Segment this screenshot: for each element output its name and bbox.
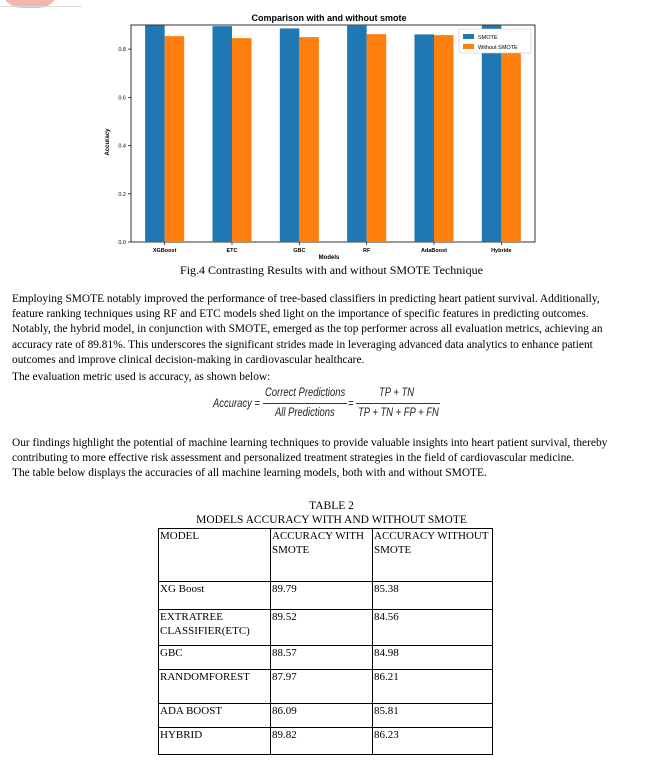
formula-lhs: Accuracy = xyxy=(213,398,260,410)
x-tick-label: XGBoost xyxy=(152,248,177,254)
no-smote-cell: 85.81 xyxy=(373,704,493,728)
smote-cell: 88.57 xyxy=(271,646,373,670)
y-tick-label: 0.8 xyxy=(118,47,126,54)
x-tick-label: Hybride xyxy=(491,248,512,254)
formula-numerator-symbols: TP + TN xyxy=(379,387,415,399)
table-row xyxy=(159,728,493,755)
formula-equals: = xyxy=(348,398,354,410)
paragraph-line: accuracy rate of 89.81%. This underscores the significant strides made in leveraging advanced data analytics to enhance patient xyxy=(12,338,593,351)
formula-denominator-words: All Predictions xyxy=(275,407,335,419)
smote-cell: 86.09 xyxy=(271,704,373,728)
no-smote-cell: 84.98 xyxy=(373,646,493,670)
bar-smote xyxy=(145,26,165,242)
no-smote-cell: 86.21 xyxy=(373,670,493,704)
bar-without-smote xyxy=(299,37,319,242)
bar-without-smote xyxy=(232,38,252,242)
bar-without-smote xyxy=(501,34,521,242)
accuracy-bar-chart xyxy=(95,8,545,260)
figure-caption: Fig.4 Contrasting Results with and without SMOTE Technique xyxy=(180,263,483,277)
legend-label: Without SMOTE xyxy=(478,45,518,51)
model-cell: ADA BOOST xyxy=(159,704,271,728)
table-row xyxy=(159,610,493,646)
model-cell: EXTRATREE CLASSIFIER(ETC) xyxy=(159,610,271,646)
x-tick-label: AdaBoost xyxy=(421,248,447,254)
x-tick-label: ETC xyxy=(226,248,238,254)
table-row xyxy=(159,670,493,704)
x-tick-label: RF xyxy=(362,248,371,254)
accuracy-formula xyxy=(213,385,453,425)
smote-cell: 89.79 xyxy=(271,582,373,610)
model-cell: HYBRID xyxy=(159,728,271,755)
table-row xyxy=(159,704,493,728)
bar-without-smote xyxy=(367,34,387,242)
paragraph-line: Employing SMOTE notably improved the performance of tree-based classifiers in predicting heart patient survival. Additionally, xyxy=(12,293,600,305)
bar-smote xyxy=(414,34,434,242)
bar-smote xyxy=(347,25,367,242)
header-cell: ACCURACY WITH SMOTE xyxy=(271,529,373,582)
chart-title: Comparison with and without smote xyxy=(251,13,407,23)
formula-denominator-symbols: TP + TN + FP + FN xyxy=(358,407,439,419)
legend-swatch xyxy=(463,44,474,49)
fraction-bar xyxy=(356,403,440,404)
header-rule xyxy=(0,6,82,7)
legend-label: SMOTE xyxy=(478,35,498,41)
bar-without-smote xyxy=(165,36,185,242)
paragraph-line: Notably, the hybrid model, in conjunction with SMOTE, emerged as the top performer across all evaluation metrics, achieving an xyxy=(12,323,603,336)
table-row xyxy=(159,582,493,610)
findings-paragraph xyxy=(12,436,634,466)
y-tick-label: 0.0 xyxy=(118,240,126,246)
header-cell: MODEL xyxy=(159,529,271,582)
no-smote-cell: 85.38 xyxy=(373,582,493,610)
y-tick-label: 0.6 xyxy=(118,95,126,102)
no-smote-cell: 84.56 xyxy=(373,610,493,646)
no-smote-cell: 86.23 xyxy=(373,728,493,755)
y-tick-label: 0.4 xyxy=(118,143,126,150)
model-cell: GBC xyxy=(159,646,271,670)
legend-swatch xyxy=(463,34,474,39)
smote-cell: 89.82 xyxy=(271,728,373,755)
paragraph-line: contributing to more effective risk assessment and personalized treatment strategies in the field of cardiovascular medicine. xyxy=(12,452,575,465)
paragraph-line: Our findings highlight the potential of machine learning techniques to provide valuable insights into heart patient survival, thereby xyxy=(12,437,608,449)
accuracy-table xyxy=(158,528,493,755)
y-tick-label: 0.2 xyxy=(118,191,126,198)
header-cell: ACCURACY WITHOUT SMOTE xyxy=(373,529,493,582)
table-row xyxy=(159,646,493,670)
paragraph-line: feature ranking techniques using RF and ETC models shed light on the importance of specific features in predicting outcomes. xyxy=(12,308,589,321)
model-cell: RANDOMFOREST xyxy=(159,670,271,704)
table-header-row xyxy=(159,529,493,582)
y-axis-label: Accuracy xyxy=(105,128,111,156)
metric-intro: The evaluation metric used is accuracy, as shown below: xyxy=(12,371,271,383)
bar-smote xyxy=(280,28,300,242)
table-number: TABLE 2 xyxy=(309,500,354,512)
model-cell: XG Boost xyxy=(159,582,271,610)
x-tick-label: GBC xyxy=(293,248,306,254)
table-intro: The table below displays the accuracies of all machine learning models, both with and without SMOTE. xyxy=(12,467,487,479)
plot-frame xyxy=(131,25,535,242)
table-title: MODELS ACCURACY WITH AND WITHOUT SMOTE xyxy=(196,514,467,526)
bar-smote xyxy=(482,25,502,242)
smote-cell: 87.97 xyxy=(271,670,373,704)
results-paragraph xyxy=(12,292,634,368)
bar-without-smote xyxy=(434,35,454,242)
fraction-bar xyxy=(263,403,347,404)
paragraph-line: outcomes and improve clinical decision-making in cardiovascular healthcare. xyxy=(12,353,365,366)
smote-cell: 89.52 xyxy=(271,610,373,646)
bar-smote xyxy=(212,26,232,242)
x-axis-label: Models xyxy=(318,255,340,260)
formula-numerator-words: Correct Predictions xyxy=(265,387,346,399)
